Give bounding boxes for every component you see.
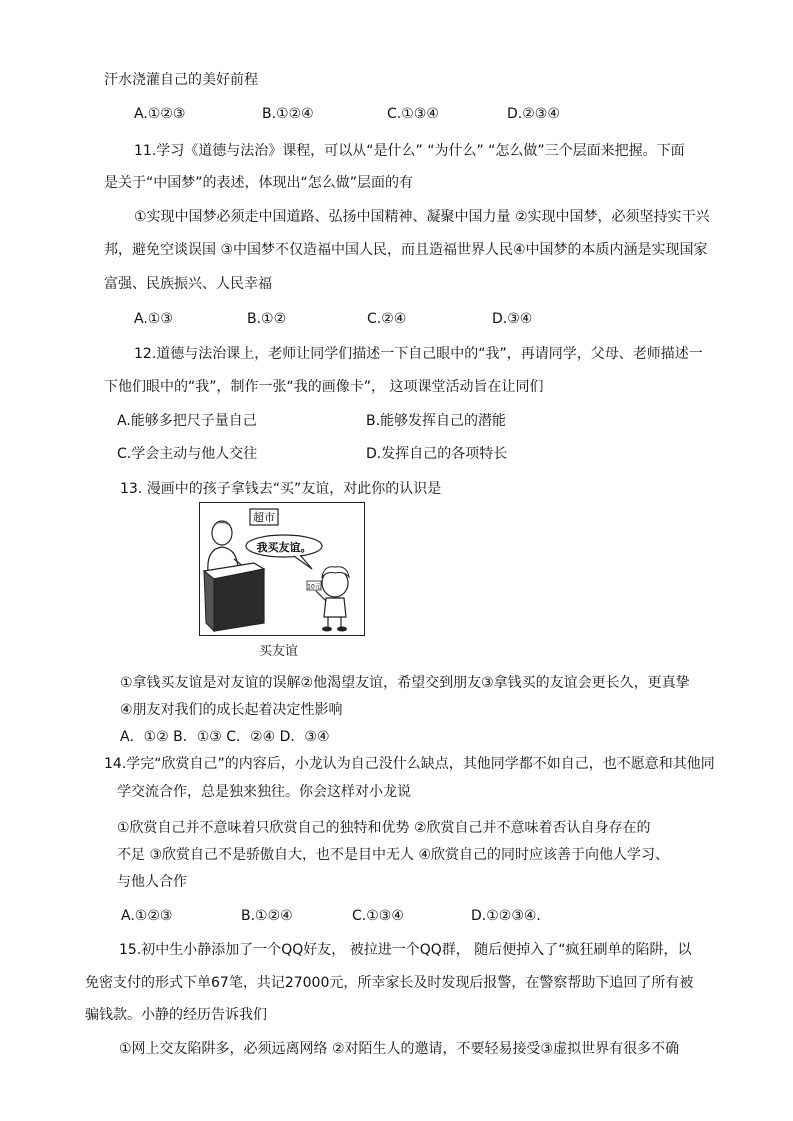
q10-option-d: D.②③④ (507, 106, 560, 122)
q13-items-line-2: ④朋友对我们的成长起着决定性影响 (120, 702, 343, 718)
q15-stem-line-2: 免密支付的形式下单67笔，共记27000元，所幸家长及时发现后报警，在警察帮助下追回了所有被 (85, 975, 694, 991)
q14-option-a: A.①②③ (121, 908, 173, 924)
shopkeeper-head (212, 521, 232, 545)
child-body (324, 598, 346, 617)
q11-items-line-1: ①实现中国梦必须走中国道路、弘扬中国精神、凝聚中国力量 ②实现中国梦，必须坚持实干兴 (134, 209, 710, 225)
q10-stem-tail: 汗水浇灌自己的美好前程 (104, 72, 258, 88)
q10-option-a: A.①②③ (134, 106, 186, 122)
q12-option-a: A.能够多把尺子量自己 (117, 413, 257, 429)
q15-stem-line-1: 15.初中生小静添加了一个QQ好友， 被拉进一个QQ群， 随后便掉入了“疯狂刷单的陷阱，以 (119, 942, 692, 958)
q12-stem-line-1: 12.道德与法治课上，老师让同学们描述一下自己眼中的“我”，再请同学，父母、老师描述一 (134, 346, 703, 362)
counter-side (204, 571, 214, 631)
q11-stem-line-1: 11.学习《道德与法治》课程，可以从“是什么” “为什么” “怎么做”三个层面来把握。下面 (134, 143, 685, 159)
q14-option-c: C.①③④ (352, 908, 404, 924)
q11-items-line-2: 邦，避免空谈误国 ③中国梦不仅造福中国人民，而且造福世界人民④中国梦的本质内涵是实现国家 (104, 242, 708, 258)
q11-stem-line-2: 是关于“中国梦”的表述，体现出“怎么做”层面的有 (104, 175, 414, 191)
child-legs (328, 617, 341, 627)
q12-stem-line-2: 下他们眼中的“我”，制作一张“我的画像卡”， 这项课堂活动旨在让同们 (104, 379, 544, 395)
q10-option-c: C.①③④ (387, 106, 439, 122)
q11-option-d: D.③④ (492, 311, 533, 327)
q12-option-c: C.学会主动与他人交往 (117, 446, 258, 462)
child-shoe-left (322, 627, 332, 632)
q14-stem-line-2: 学交流合作，总是独来独往。你会这样对小龙说 (117, 784, 411, 800)
cartoon-image (199, 502, 365, 636)
q13-stem: 13. 漫画中的孩子拿钱去“买”友谊，对此你的认识是 (120, 481, 442, 497)
money-label: 10元 (307, 583, 321, 591)
q12-option-d: D.发挥自己的各项特长 (366, 446, 508, 462)
child-shoe-right (337, 627, 347, 632)
q11-option-b: B.①② (247, 311, 287, 327)
q11-option-c: C.②④ (367, 311, 407, 327)
cartoon-caption: 买友谊 (259, 644, 299, 659)
q13-items-line-1: ①拿钱买友谊是对友谊的误解②他渴望友谊，希望交到朋友③拿钱买的友谊会更长久，更真挚 (120, 675, 690, 691)
child-arm (316, 591, 326, 601)
q14-items-line-3: 与他人合作 (117, 874, 187, 890)
q12-option-b: B.能够发挥自己的潜能 (366, 413, 507, 429)
q14-option-b: B.①②④ (241, 908, 293, 924)
q14-stem-line-1: 14.学完“欣赏自己”的内容后，小龙认为自己没什么缺点，其他同学都不如自己，也不愿意和其他同 (104, 756, 715, 772)
speech-bubble-tail (294, 555, 312, 569)
q10-option-b: B.①②④ (262, 106, 314, 122)
shop-sign-text: 超市 (253, 511, 275, 524)
q15-items-line-1: ①网上交友陷阱多，必须远离网络 ②对陌生人的邀请，不要轻易接受③虚拟世界有很多不确 (119, 1041, 680, 1057)
q15-stem-line-3: 骗钱款。小静的经历告诉我们 (85, 1007, 267, 1023)
q14-items-line-2: 不足 ③欣赏自己不是骄傲自大，也不是目中无人 ④欣赏自己的同时应该善于向他人学习、 (117, 847, 669, 863)
q11-option-a: A.①③ (134, 311, 173, 327)
cartoon-drawing (200, 503, 363, 634)
q14-option-d: D.①②③④. (471, 908, 541, 924)
q14-items-line-1: ①欣赏自己并不意味着只欣赏自己的独特和优势 ②欣赏自己并不意味着否认自身存在的 (117, 820, 651, 836)
counter-front (214, 569, 264, 631)
q13-options: A．①② B．①③ C．②④ D．③④ (120, 729, 330, 745)
speech-text: 我买友谊。 (256, 541, 312, 554)
q11-items-line-3: 富强、民族振兴、人民幸福 (104, 276, 272, 292)
